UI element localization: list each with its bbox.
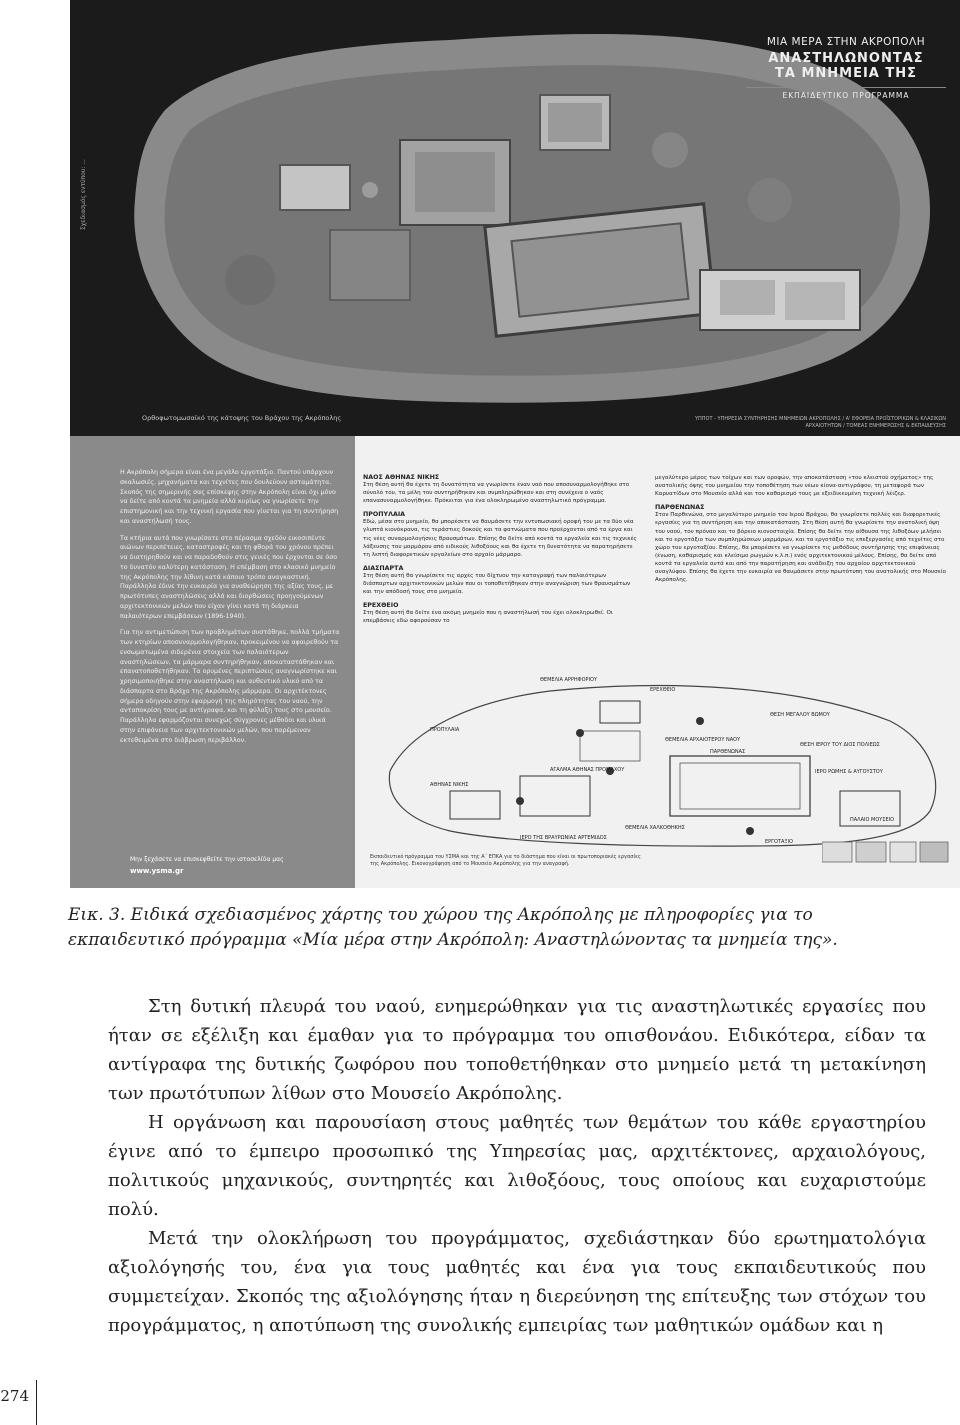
plan-label: ΙΕΡΟ ΤΗΣ ΒΡΑΥΡΩΝΙΑΣ ΑΡΤΕΜΙΔΟΣ	[520, 835, 607, 841]
photo-caption: Ορθοφωτομωσαϊκό της κάτοψης του Βράχου της Ακρόπολης	[142, 414, 342, 422]
plan-note: Εκπαιδευτικό πρόγραμμα του ΥΣΜΑ και της Α΄ ΕΠΚΑ για το διάστημα που είναι οι πρωτοποριακές εργασίες της Ακρόπολης. Εικονογράφηση από το Μουσείο Ακρόπολης για την αναγραφή.	[370, 854, 641, 867]
plan-label: ΙΕΡΟ ΡΩΜΗΣ & ΑΥΓΟΥΣΤΟΥ	[815, 769, 883, 775]
plan-label: ΑΘΗΝΑΣ ΝΙΚΗΣ	[430, 782, 469, 788]
leaflet-right-column	[655, 474, 947, 590]
plan-label: ΑΓΑΛΜΑ ΑΘΗΝΑΣ ΠΡΟΜΑΧΟΥ	[550, 767, 625, 773]
title-line-3: ΤΑ ΜΝΗΜΕΙΑ ΤΗΣ	[774, 66, 918, 81]
leaflet-paragraph: Η Ακρόπολη σήμερα είναι ένα μεγάλο εργοτάξιο. Παντού υπάρχουν σκαλωσιές, μηχανήματα και τεχνίτες που δουλεύουν ασταμάτητα. Σκοπός της σημερινής σας επίσκεψης στην Ακρόπολη είναι όχι μόνο να δείτε από κοντά τα μνημεία αλλά κυρίως να γνωρίσετε την επιστημονική και την τεχνική εργασία που γίνεται για τη συντήρηση και αναστήλωσή τους.	[120, 469, 339, 525]
section-heading: ΔΙΑΣΠΑΡΤΑ	[363, 564, 404, 572]
title-line-4: ΕΚΠΑΙΔΕΥΤΙΚΟ ΠΡΟΓΡΑΜΜΑ	[746, 87, 946, 100]
section-body: Στη θέση αυτή θα γνωρίσετε τις αρχές του δίχτυου την καταγραφή των παλαιότερων διάσπαρτων αρχιτεκτονικών μελών που οι τοποθετήθηκαν στην αναγνώριση των θραυσμάτων και την απόδοσή τους στα μνημεία.	[363, 572, 631, 596]
leaflet-section	[363, 602, 638, 625]
leaflet-spread	[70, 436, 960, 888]
plan-label: ΘΕΜΕΛΙΑ ΑΡΧΑΙΟΤΕΡΟΥ ΝΑΟΥ	[665, 737, 741, 743]
section-heading: ΠΡΟΠΥΛΑΙΑ	[363, 511, 406, 519]
site-plan	[370, 661, 955, 851]
title-line-2: ΑΝΑΣΤΗΛΩΝΟΝΤΑΣ	[768, 51, 924, 66]
section-body: Στη θέση αυτή θα δείτε ένα ακόμη μνημείο που η αναστήλωσή του έχει ολοκληρωθεί. Οι επεμβάσεις εδώ αφορούσαν το	[363, 610, 613, 625]
plan-label: ΘΕΣΗ ΙΕΡΟΥ ΤΟΥ ΔΙΟΣ ΠΟΛΙΕΩΣ	[800, 742, 880, 748]
plan-label: ΕΡΓΟΤΑΞΙΟ	[765, 839, 793, 845]
plan-label: ΠΡΟΠΥΛΑΙΑ	[430, 727, 460, 733]
leaflet-section	[363, 511, 638, 559]
section-body: Στη θέση αυτή θα έχετε τη δυνατότητα να γνωρίσετε έναν ναό που αποσυναρμολογήθηκε στο σύνολό του, τα μέλη του συντηρήθηκαν και συμπληρώθηκαν και στη συνέχεια ο ναός επανασυναρμολογήθηκε. Πρόκειται για ένα ολοκληρωμένο αναστηλωτικό πρόγραμμα.	[363, 482, 630, 505]
plan-label: ΘΕΜΕΛΙΑ ΑΡΡΗΦΟΡΙΟΥ	[540, 677, 598, 683]
leaflet-footer-url: www.ysma.gr	[130, 867, 184, 875]
section-body: μεγαλύτερο μέρος των τοίχων και των οροφών, την αποκατάσταση «του κλειστού σχήματος» της ανατολικής όψης του μνημείου την τοποθέτηση των νέων κίονα-αντιγράφου, τη μεταφορά των Καρυατίδων στο Μουσείο αλλά και τον καθαρισμό τους με εξειδικευμένη τεχνική λέιζερ.	[655, 475, 934, 498]
page-number-rule	[36, 1380, 37, 1425]
plan-label: ΘΕΜΕΛΙΑ ΧΑΛΚΟΘΗΚΗΣ	[625, 825, 685, 831]
section-heading: ΝΑΟΣ ΑΘΗΝΑΣ ΝΙΚΗΣ	[363, 474, 440, 481]
leaflet-middle-column	[363, 474, 638, 631]
section-heading: ΕΡΕΧΘΕΙΟ	[363, 602, 399, 610]
figure	[70, 0, 960, 888]
body-paragraph: Στη δυτική πλευρά του ναού, ενημερώθηκαν για τις αναστηλωτικές εργασίες που ήταν σε εξέλιξη και έμαθαν για το πρόγραμμα του οπισθονάου. Ειδικότερα, είδαν τα αντίγραφα της δυτικής ζωφόρου που τοποθετήθηκαν στο μνημείο μετά τη μετακίνηση των πρωτότυπων λίθων στο Μουσείο Ακρόπολης.	[108, 996, 926, 1104]
leaflet-section	[363, 474, 638, 505]
body-paragraph: Η οργάνωση και παρουσίαση στους μαθητές των θεμάτων του κάθε εργαστηρίου έγινε από το έμπειρο προσωπικό της Υπηρεσίας μας, αρχιτέκτονες, αρχαιολόγους, πολιτικούς μηχανικούς, συντηρητές και λιθοξόους, τους οποίους και ευχαριστούμε πολύ.	[108, 1112, 926, 1220]
leaflet-left-panel	[70, 436, 355, 888]
leaflet-paragraph: Τα κτήρια αυτά που γνωρίσατε στο πέρασμα σχεδόν εικοσιπέντε αιώνων περιπέτειες, καταστροφές και τη φθορά του χρόνου πρέπει να διατηρηθούν και να παραδοθούν στις γενιές που έρχονται σε όσο το δυνατόν καλύτερη κατάσταση. Η επέμβαση στο κλασικό μνημείο της Ακρόπολης την λίθινη κατά κάποιο τρόπο αναγκαστική. Παράλληλα έδινε την ευκαιρία για αναθεώρηση της αξίας τους, με πρωτότυπες αναστηλώσεις αλλά και διορθώσεις προηγούμενων αρχιτεκτονικών μελών που είχαν γίνει κατά τη διάρκεια παλαιότερων επεμβάσεων (1896-1940).	[120, 534, 338, 620]
leaflet-section	[655, 504, 947, 584]
photo-credit: Σχεδιασμός εντύπου: ...	[80, 159, 87, 230]
leaflet-section	[655, 474, 947, 498]
plan-label: ΘΕΣΗ ΜΕΓΑΛΟΥ ΒΩΜΟΥ	[770, 712, 830, 718]
body-paragraph: Μετά την ολοκλήρωση του προγράμματος, σχεδιάστηκαν δύο ερωτηματολόγια αξιολόγησής του, ένα για τους μαθητές και ένα για τους εκπαιδευτικούς που συμμετείχαν. Σκοπός της αξιολόγησης ήταν η διερεύνηση της επίτευξης των στόχων του προγράμματος, η αποτύπωση της συνολικής εμπειρίας των μαθητικών ομάδων και η	[108, 1228, 926, 1336]
funding-logos	[822, 840, 950, 864]
photo-title-block	[746, 36, 946, 100]
figure-caption: Εικ. 3. Ειδικά σχεδιασμένος χάρτης του χώρου της Ακρόπολης με πληροφορίες για το εκπαιδευτικό πρόγραμμα «Μία μέρα στην Ακρόπολη: Αναστηλώνοντας τα μνημεία της».	[68, 905, 838, 950]
page-number: 274	[0, 1387, 29, 1405]
title-line-1: ΜΙΑ ΜΕΡΑ ΣΤΗΝ ΑΚΡΟΠΟΛΗ	[766, 36, 926, 48]
section-heading: ΠΑΡΘΕΝΩΝΑΣ	[655, 504, 705, 512]
body-text	[108, 992, 926, 1340]
plan-label: ΠΑΛΑΙΟ ΜΟΥΣΕΙΟ	[850, 817, 895, 823]
section-body: Εδώ, μέσα στο μνημείο, θα μπορέσετε να θαυμάσετε την εντυπωσιακή οροφή του με τα δύο νέα γλυπτά κιονόκρανα, τις τεράστιες δοκούς και τα φατνώματα που προέρχονται από τα έργα και τις νέες συναρμολογήσεις θραυσμάτων. Επίσης θα δείτε από κοντά τα εργαλεία και τις τεχνικές λάξευσης του μαρμάρου από ειδικούς λιθοξόους και θα έχετε τη δυνατότητα να παρατηρήσετε τη λεπτή διαφορετικών εργαλείων στο αρχαίο μάρμαρο.	[363, 519, 637, 558]
plan-label: ΠΑΡΘΕΝΩΝΑΣ	[710, 749, 746, 755]
plan-label: ΕΡΕΧΘΕΙΟ	[650, 687, 676, 693]
photo-footer: ΥΠΠΟΤ - ΥΠΗΡΕΣΙΑ ΣΥΝΤΗΡΗΣΗΣ ΜΝΗΜΕΙΩΝ ΑΚΡΟΠΟΛΗΣ / Α' ΕΦΟΡΕΙΑ ΠΡΟΪΣΤΟΡΙΚΩΝ & ΚΛΑΣΙΚΩΝ ΑΡΧΑΙΟΤΗΤΩΝ / ΤΟΜΕΑΣ ΕΝΗΜΕΡΩΣΗΣ & ΕΚΠΑΙΔΕΥΣΗΣ	[694, 416, 946, 429]
leaflet-footer-note: Μην ξεχάσετε να επισκεφθείτε την ιστοσελίδα μας	[130, 856, 284, 863]
aerial-photo	[70, 0, 960, 436]
leaflet-section	[363, 565, 638, 596]
section-body: Στον Παρθενώνα, στο μεγαλύτερο μνημείο του Ιερού Βράχου, θα γνωρίσετε πολλές και διαφορετικές εργασίες για τη συντήρηση και την αποκατάσταση. Στη θέση αυτή θα γνωρίσετε την ανατολική όψη του ναού, τον πρόναο και το βόρειο κιονοστοιχία. Επίσης θα δείτε την αίθουσα της λιθοξόων μιλήσει και το εργοτάξιο των συμπληρώσεων μαρμάρων, και τα εργοτάξιο τις επεξεργασίες από τεχνίτες στο χώρο του εργοταξίου. Επίσης, θα μπορέσετε να γνωρίσετε τις μεθόδους συντήρησης της επιφάνειας (ένωση, καθαρισμός και κλείσιμο ρωγμών κ.λ.π.) ενός αρχιτεκτονικού μέλους. Επίσης, θα δείτε από κοντά τα εργαλεία αυτά και από την παρατήρηση και ανάδειξη του αρχαίου αρχιτεκτονικού αναγλύφου. Επίσης θα έχετε την ευκαιρία να θαυμάσετε στην πρωτότυπη του ανατολικής στο Μουσείο Ακρόπολης.	[655, 512, 947, 584]
leaflet-paragraph: Για την αντιμετώπιση των προβλημάτων συστάθηκε, πολλά τμήματα των κτηρίων αποσυναρμολογήθηκαν, προκειμένου να αφαιρεθούν τα ενσωματωμένα σιδερένια στοιχεία των παλαιότερων αναστηλώσεων, τα μάρμαρα συντηρήθηκαν, αποκαταστάθηκαν και επανατοποθετήθηκαν. Τα ορυμένες περιπτώσεις αναγνωρίστηκε και χρησιμοποιήθηκε στην αναστήλωση και αυθεντικό υλικό από τα διάσπαρτα στο Βράχο της Ακρόπολης μάρμαρα. Οι αρχιτέκτονες σήμερα οδηγούν στην εφαρμογή της πληρότητας του ναού, την ανταποκρίση τους με αντίγραφα, και τη φύλαξη τους στο μουσείο. Παράλληλα εφαρμόζονται συνεχώς σύγχρονες μέθοδοι και υλικά στην επιφάνεια των αρχιτεκτονικών μελών, που παρέμειναν εκτεθειμένα στο διάβρωση περιβάλλον.	[120, 629, 340, 744]
